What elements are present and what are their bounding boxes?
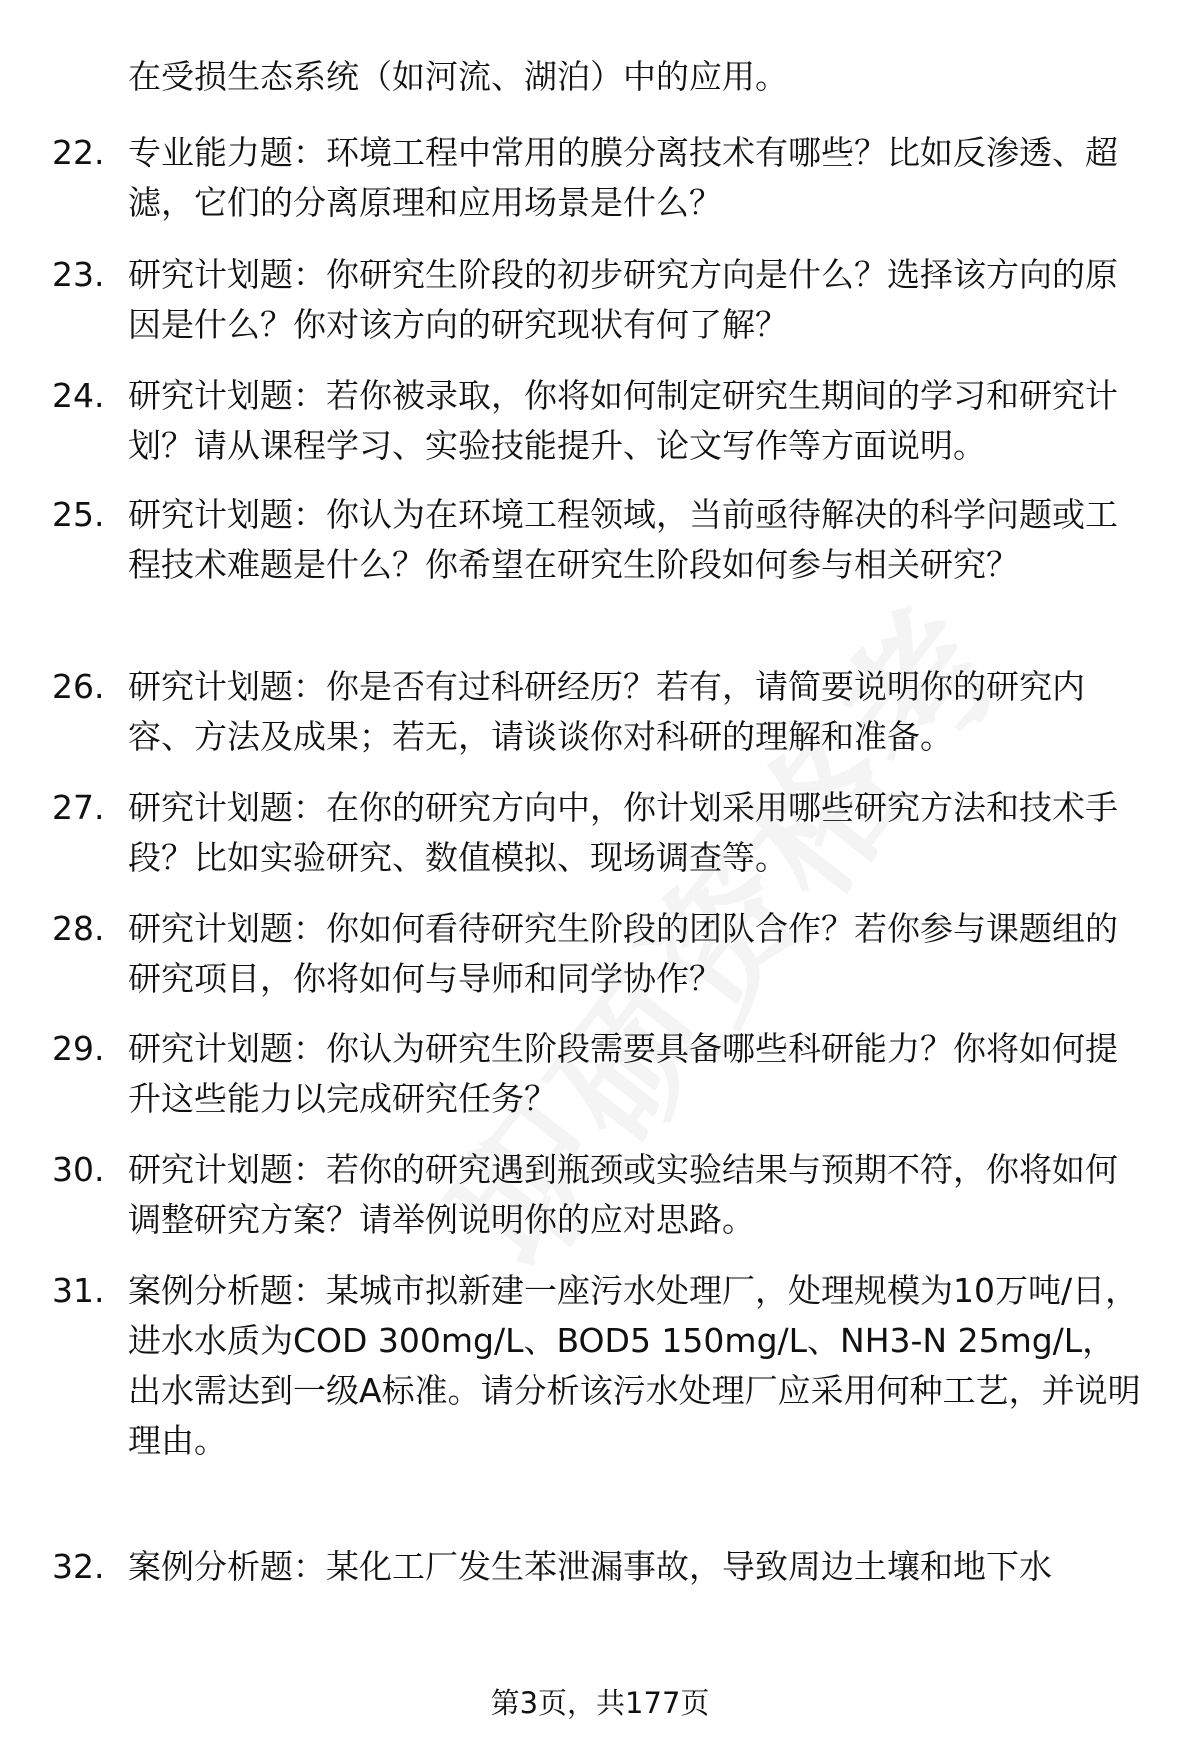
continuation-text: 在受损生态系统（如河流、湖泊）中的应用。 [128,57,788,96]
item-text: 研究计划题：你认为研究生阶段需要具备哪些科研能力？你将如何提升这些能力以完成研究任务？ [128,1029,1118,1118]
item-text: 研究计划题：你如何看待研究生阶段的团队合作？若你参与课题组的研究项目，你将如何与导师和同学协作？ [128,909,1118,998]
item-text: 专业能力题：环境工程中常用的膜分离技术有哪些？比如反渗透、超滤，它们的分离原理和应用场景是什么？ [128,133,1118,222]
item-number: 31. [52,1271,105,1310]
item-number: 32. [52,1547,105,1586]
item-text: 研究计划题：你研究生阶段的初步研究方向是什么？选择该方向的原因是什么？你对该方向的研究现状有何了解？ [128,255,1118,344]
item-number: 29. [52,1029,105,1068]
item-text: 研究计划题：若你被录取，你将如何制定研究生期间的学习和研究计划？请从课程学习、实验技能提升、论文写作等方面说明。 [128,376,1118,465]
page-number: 第3页，共177页 [490,1686,710,1720]
item-text: 研究计划题：若你的研究遇到瓶颈或实验结果与预期不符，你将如何调整研究方案？请举例说明你的应对思路。 [128,1150,1118,1239]
item-number: 23. [52,255,105,294]
item-number: 22. [52,133,105,172]
item-number: 25. [52,495,105,534]
item-text: 研究计划题：在你的研究方向中，你计划采用哪些研究方法和技术手段？比如实验研究、数值模拟、现场调查等。 [128,788,1118,877]
item-text: 案例分析题：某化工厂发生苯泄漏事故，导致周边土壤和地下水 [128,1547,1052,1586]
item-number: 30. [52,1150,105,1189]
item-number: 28. [52,909,105,948]
item-text: 研究计划题：你是否有过科研经历？若有，请简要说明你的研究内容、方法及成果；若无，请谈谈你对科研的理解和准备。 [128,667,1085,756]
item-number: 24. [52,376,105,415]
item-number: 27. [52,788,105,827]
item-text: 案例分析题：某城市拟新建一座污水处理厂，处理规模为10万吨/日，进水水质为COD 300mg/L、BOD5 150mg/L、NH3-N 25mg/L，出水需达到一级A标准。请分析该污水处理厂应采用何种工艺，并说明理由。 [128,1271,1141,1460]
item-number: 26. [52,667,105,706]
item-text: 研究计划题：你认为在环境工程领域，当前亟待解决的科学问题或工程技术难题是什么？你希望在研究生阶段如何参与相关研究？ [128,495,1118,584]
